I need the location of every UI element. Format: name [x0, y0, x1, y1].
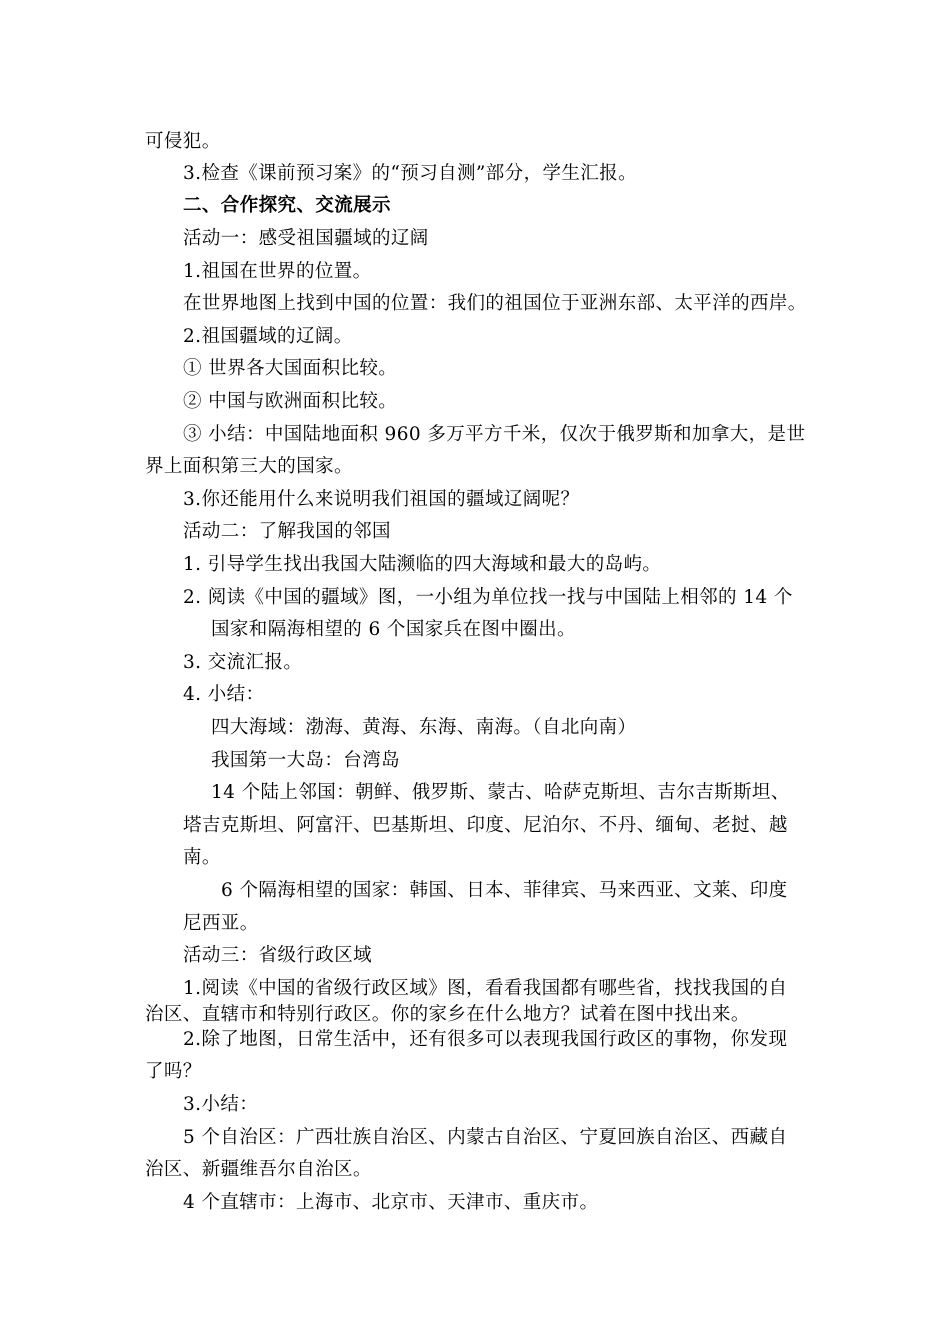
- text-line: 尼西亚。: [183, 913, 259, 934]
- text-line: 塔吉克斯坦、阿富汗、巴基斯坦、印度、尼泊尔、不丹、缅甸、老挝、越: [183, 815, 788, 836]
- list-item: 2. 阅读《中国的疆域》图，一小组为单位找一找与中国陆上相邻的 14 个: [183, 587, 793, 608]
- text-line: 4 个直辖市：上海市、北京市、天津市、重庆市。: [183, 1192, 599, 1213]
- text-line: 3.小结：: [183, 1094, 259, 1115]
- list-item: 1. 引导学生找出我国大陆濒临的四大海域和最大的岛屿。: [183, 554, 662, 575]
- text-line: 国家和隔海相望的 6 个国家兵在图中圈出。: [211, 619, 576, 640]
- text-line: 2.除了地图，日常生活中，还有很多可以表现我国行政区的事物，你发现: [183, 1029, 788, 1050]
- text-line: 5 个自治区：广西壮族自治区、内蒙古自治区、宁夏回族自治区、西藏自: [183, 1127, 788, 1148]
- text-line: 6 个隔海相望的国家：韩国、日本、菲律宾、马来西亚、文莱、印度: [221, 880, 788, 901]
- text-line: 可侵犯。: [145, 131, 221, 152]
- text-line: 了吗？: [145, 1061, 202, 1082]
- text-line: 治区、新疆维吾尔自治区。: [145, 1159, 372, 1180]
- text-line: ③ 小结：中国陆地面积 960 多万平方千米，仅次于俄罗斯和加拿大，是世: [183, 424, 806, 445]
- text-line: 在世界地图上找到中国的位置：我们的祖国位于亚洲东部、太平洋的西岸。: [183, 293, 807, 314]
- text-line: ② 中国与欧洲面积比较。: [183, 391, 398, 412]
- text-line: 1.祖国在世界的位置。: [183, 261, 372, 282]
- text-line: 3.检查《课前预习案》的“预习自测”部分，学生汇报。: [183, 163, 637, 184]
- text-line: 14 个陆上邻国：朝鲜、俄罗斯、蒙古、哈萨克斯坦、吉尔吉斯斯坦、: [211, 782, 790, 803]
- text-line: 界上面积第三大的国家。: [145, 456, 353, 477]
- section-heading: 二、合作探究、交流展示: [183, 195, 391, 216]
- text-line: ① 世界各大国面积比较。: [183, 358, 398, 379]
- text-line: 南。: [183, 847, 221, 868]
- text-line: 1.阅读《中国的省级行政区域》图，看看我国都有哪些省，找找我国的自: [183, 978, 788, 999]
- text-line: 3.你还能用什么来说明我们祖国的疆域辽阔呢？: [183, 489, 580, 510]
- text-line: 我国第一大岛：台湾岛: [211, 750, 401, 771]
- text-line: 2.祖国疆域的辽阔。: [183, 326, 353, 347]
- list-item: 3. 交流汇报。: [183, 652, 303, 673]
- text-line: 四大海域：渤海、黄海、东海、南海。（自北向南）: [211, 717, 637, 738]
- list-item: 4. 小结：: [183, 684, 265, 705]
- activity-heading: 活动二：了解我国的邻国: [183, 521, 391, 542]
- activity-heading: 活动一：感受祖国疆域的辽阔: [183, 228, 429, 249]
- activity-heading: 活动三：省级行政区域: [183, 945, 373, 966]
- text-line: 治区、直辖市和特别行政区。你的家乡在什么地方？试着在图中找出来。: [145, 1004, 750, 1025]
